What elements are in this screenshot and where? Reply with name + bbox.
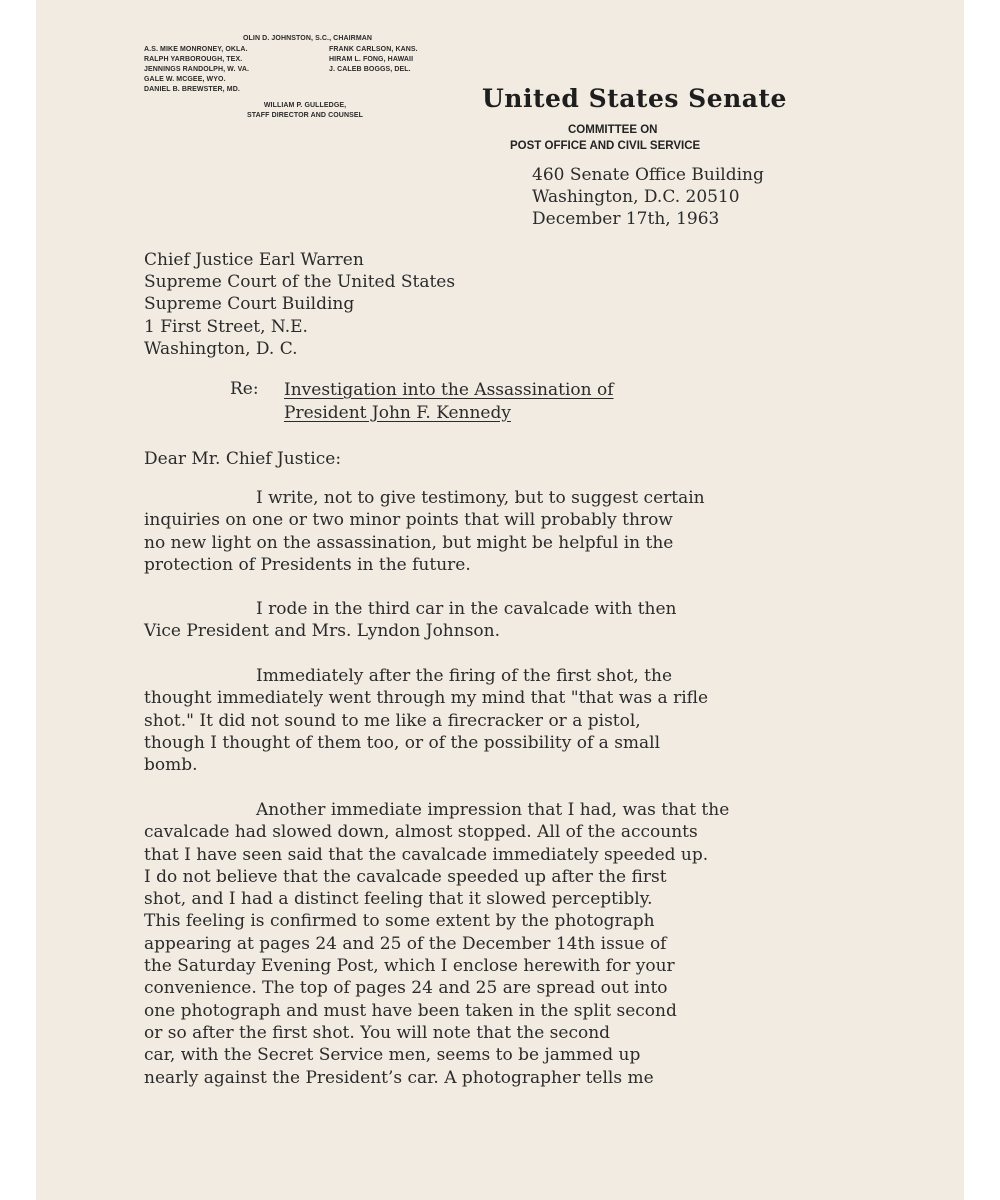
letter-date: December 17th, 1963 bbox=[532, 209, 720, 230]
re-label: Re: bbox=[230, 379, 259, 399]
address-city: Washington, D.C. 20510 bbox=[532, 187, 740, 208]
member-name: RALPH YARBOROUGH, TEX. bbox=[144, 56, 243, 63]
member-name: FRANK CARLSON, KANS. bbox=[329, 46, 418, 53]
text-line: nearly against the President’s car. A photographer tells me bbox=[144, 1067, 654, 1088]
text-line: protection of Presidents in the future. bbox=[144, 554, 471, 575]
text-line: the Saturday Evening Post, which I enclose herewith for your bbox=[144, 956, 675, 977]
staff-name: WILLIAM P. GULLEDGE, bbox=[263, 102, 347, 109]
sender-address bbox=[532, 164, 764, 231]
paragraph-3 bbox=[144, 665, 708, 776]
paragraph-1 bbox=[144, 487, 705, 576]
text-line: shot." It did not sound to me like a firecracker or a pistol, bbox=[144, 710, 641, 731]
re-subject bbox=[284, 379, 614, 424]
recipient-line: Washington, D. C. bbox=[144, 338, 298, 359]
text-line: I rode in the third car in the cavalcade with then bbox=[256, 599, 677, 619]
text-line: This feeling is confirmed to some extent by the photograph bbox=[144, 911, 655, 932]
member-name: HIRAM L. FONG, HAWAII bbox=[329, 56, 414, 63]
recipient-line: Chief Justice Earl Warren bbox=[144, 250, 364, 270]
committee-name: POST OFFICE AND CIVIL SERVICE bbox=[510, 140, 701, 152]
member-name: GALE W. MCGEE, WYO. bbox=[144, 76, 226, 83]
text-line: one photograph and must have been taken in the split second bbox=[144, 1000, 677, 1021]
text-line: Immediately after the firing of the first shot, the bbox=[256, 666, 673, 686]
recipient-address bbox=[144, 249, 455, 360]
text-line: Vice President and Mrs. Lyndon Johnson. bbox=[144, 621, 501, 642]
text-line: bomb. bbox=[144, 755, 198, 776]
text-line: car, with the Secret Service men, seems to be jammed up bbox=[144, 1045, 641, 1066]
text-line: that I have seen said that the cavalcade immediately speeded up. bbox=[144, 844, 709, 865]
member-name: A.S. MIKE MONRONEY, OKLA. bbox=[144, 46, 248, 53]
text-line: appearing at pages 24 and 25 of the December 14th issue of bbox=[144, 933, 667, 954]
member-name: DANIEL B. BREWSTER, MD. bbox=[144, 86, 240, 93]
text-line: Another immediate impression that I had, was that the bbox=[256, 800, 730, 820]
recipient-line: Supreme Court Building bbox=[144, 294, 355, 315]
recipient-line: Supreme Court of the United States bbox=[144, 272, 456, 293]
address-line: 460 Senate Office Building bbox=[532, 165, 764, 185]
staff-title: STAFF DIRECTOR AND COUNSEL bbox=[247, 112, 364, 119]
text-line: convenience. The top of pages 24 and 25 are spread out into bbox=[144, 978, 668, 999]
recipient-line: 1 First Street, N.E. bbox=[144, 316, 308, 337]
letter-page bbox=[36, 0, 964, 1200]
member-name: J. CALEB BOGGS, DEL. bbox=[329, 66, 411, 73]
text-line: inquiries on one or two minor points that will probably throw bbox=[144, 510, 673, 531]
text-line: or so after the first shot. You will note that the second bbox=[144, 1022, 611, 1043]
member-name: JENNINGS RANDOLPH, W. VA. bbox=[144, 66, 250, 73]
paragraph-4 bbox=[144, 799, 729, 1089]
text-line: thought immediately went through my mind that "that was a rifle bbox=[144, 688, 709, 709]
staff-director bbox=[247, 101, 363, 121]
text-line: I write, not to give testimony, but to suggest certain bbox=[256, 488, 705, 508]
members-right-column bbox=[329, 45, 418, 75]
paragraph-2 bbox=[144, 598, 677, 643]
text-line: cavalcade had slowed down, almost stopped. All of the accounts bbox=[144, 822, 698, 843]
senate-title: United States Senate bbox=[482, 84, 787, 113]
members-left-column bbox=[144, 45, 249, 95]
committee-heading: COMMITTEE ON bbox=[568, 124, 658, 136]
text-line: shot, and I had a distinct feeling that it slowed perceptibly. bbox=[144, 889, 653, 910]
chairman-line: OLIN D. JOHNSTON, S.C., CHAIRMAN bbox=[243, 35, 373, 42]
salutation: Dear Mr. Chief Justice: bbox=[144, 449, 342, 469]
subject-line: Investigation into the Assassination of bbox=[284, 380, 614, 400]
subject-line: President John F. Kennedy bbox=[284, 402, 511, 423]
text-line: I do not believe that the cavalcade speeded up after the first bbox=[144, 866, 667, 887]
text-line: though I thought of them too, or of the possibility of a small bbox=[144, 732, 661, 753]
text-line: no new light on the assassination, but might be helpful in the bbox=[144, 532, 674, 553]
